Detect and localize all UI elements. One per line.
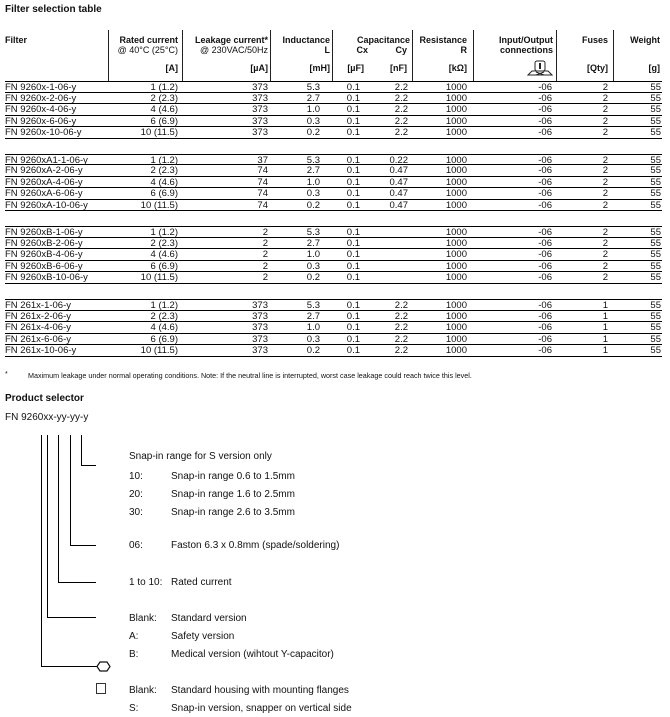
table-row — [5, 226, 662, 238]
cell-fuses: 2 — [602, 176, 608, 188]
selector-key: Blank: — [129, 613, 157, 624]
cell-leakage: 2 — [262, 249, 268, 261]
selector-description: Snap-in range 1.6 to 2.5mm — [171, 489, 295, 500]
header-rated-unit: [A] — [165, 63, 178, 73]
cell-cy: 2.2 — [394, 104, 408, 116]
cell-weight: 55 — [650, 104, 661, 116]
selector-key: 10: — [129, 471, 143, 482]
table-row — [5, 154, 662, 166]
column-divider — [412, 30, 413, 81]
cell-cy: 0.47 — [389, 199, 408, 211]
cell-filter: FN 9260x-6-06-y — [5, 115, 77, 127]
cell-io: -06 — [538, 237, 552, 249]
cell-cy — [372, 227, 408, 238]
cell-rated: 10 (11.5) — [140, 127, 178, 139]
table-row — [5, 261, 662, 273]
cell-rated: 2 (2.3) — [150, 92, 178, 104]
cell-cy: 2.2 — [394, 310, 408, 322]
cell-cx: 0.1 — [346, 92, 360, 104]
cell-cy: 2.2 — [394, 92, 408, 104]
header-cx: Cx — [356, 45, 368, 55]
cell-rated: 10 (11.5) — [140, 345, 178, 357]
cell-io: -06 — [538, 333, 552, 345]
header-fuses-unit: [Qty] — [587, 63, 608, 73]
selector-key: 30: — [129, 507, 143, 518]
header-resistance-unit: [kΩ] — [448, 63, 467, 73]
cell-cx: 0.1 — [346, 237, 360, 249]
cell-leakage: 373 — [252, 333, 268, 345]
column-divider — [332, 30, 333, 81]
cell-resistance: 1000 — [445, 154, 467, 166]
cell-filter: FN 9260x-10-06-y — [5, 127, 82, 139]
header-inductance-unit: [mH] — [309, 63, 330, 73]
cell-cx: 0.1 — [346, 154, 360, 166]
cell-resistance: 1000 — [445, 260, 467, 272]
selector-description: Rated current — [171, 577, 232, 588]
cell-fuses: 2 — [602, 127, 608, 139]
cell-io: -06 — [538, 92, 552, 104]
cell-resistance: 1000 — [445, 199, 467, 211]
cell-leakage: 373 — [252, 300, 268, 311]
cell-filter: FN 9260xB-6-06-y — [5, 260, 83, 272]
cell-fuses: 2 — [602, 272, 608, 284]
selector-key: 06: — [129, 540, 143, 551]
cell-cx: 0.1 — [346, 227, 360, 238]
cell-weight: 55 — [650, 92, 661, 104]
cell-rated: 2 (2.3) — [150, 237, 178, 249]
cell-fuses: 1 — [602, 310, 608, 322]
cell-resistance: 1000 — [445, 176, 467, 188]
cell-cx: 0.1 — [346, 322, 360, 334]
cell-resistance: 1000 — [445, 300, 467, 311]
cell-cx: 0.1 — [346, 260, 360, 272]
selector-title: Product selector — [5, 393, 84, 404]
cell-resistance: 1000 — [445, 104, 467, 116]
cell-resistance: 1000 — [445, 249, 467, 261]
cell-rated: 1 (1.2) — [150, 227, 178, 238]
table-row — [5, 81, 662, 93]
column-divider — [556, 30, 557, 81]
cell-io: -06 — [538, 199, 552, 211]
cell-rated: 2 (2.3) — [150, 310, 178, 322]
cell-io: -06 — [538, 249, 552, 261]
cell-filter: FN 9260xA-6-06-y — [5, 188, 83, 200]
cell-filter: FN 9260xA-2-06-y — [5, 165, 83, 177]
cell-io: -06 — [538, 227, 552, 238]
selector-key: S: — [129, 703, 139, 714]
cell-filter: FN 9260xA1-1-06-y — [5, 154, 88, 166]
cell-io: -06 — [538, 322, 552, 334]
selector-code: FN 9260xx-yy-yy-y — [5, 412, 89, 423]
table-row — [5, 177, 662, 189]
cell-weight: 55 — [650, 272, 661, 284]
selector-key: B: — [129, 649, 139, 660]
selector-key: Blank: — [129, 685, 157, 696]
selector-description: Faston 6.3 x 0.8mm (spade/soldering) — [171, 540, 340, 551]
table-row — [5, 299, 662, 311]
cell-cx: 0.1 — [346, 199, 360, 211]
cell-cx: 0.1 — [346, 127, 360, 139]
cell-io: -06 — [538, 188, 552, 200]
cell-leakage: 74 — [257, 199, 268, 211]
cell-fuses: 2 — [602, 154, 608, 166]
cell-weight: 55 — [650, 154, 661, 166]
header-resistance: Resistance R — [419, 35, 467, 55]
cell-inductance: 2.7 — [306, 165, 320, 177]
footnote-text: Maximum leakage under normal operating conditions. Note: If the neutral line is interrupted, worst case leakage could reach twice this level. — [28, 371, 472, 380]
cell-filter: FN 9260xB-10-06-y — [5, 272, 88, 284]
footnote-mark: * — [5, 371, 8, 378]
cell-resistance: 1000 — [445, 188, 467, 200]
cell-rated: 6 (6.9) — [150, 260, 178, 272]
cell-fuses: 2 — [602, 237, 608, 249]
cell-fuses: 2 — [602, 260, 608, 272]
cell-resistance: 1000 — [445, 127, 467, 139]
cell-io: -06 — [538, 82, 552, 93]
cell-io: -06 — [538, 115, 552, 127]
cell-filter: FN 9260x-4-06-y — [5, 104, 77, 116]
header-cx-unit: [µF] — [347, 63, 364, 73]
cell-io: -06 — [538, 260, 552, 272]
cell-filter: FN 261x-4-06-y — [5, 322, 71, 334]
table-row — [5, 238, 662, 250]
selector-description: Snap-in range 0.6 to 1.5mm — [171, 471, 295, 482]
selector-description: Standard version — [171, 613, 247, 624]
cell-weight: 55 — [650, 345, 661, 357]
cell-rated: 4 (4.6) — [150, 176, 178, 188]
cell-inductance: 0.2 — [306, 345, 320, 357]
cell-leakage: 373 — [252, 92, 268, 104]
header-cy: Cy — [395, 45, 407, 55]
cell-fuses: 2 — [602, 249, 608, 261]
cell-leakage: 74 — [257, 165, 268, 177]
housing-flange-icon — [96, 660, 111, 673]
cell-cy: 0.47 — [389, 165, 408, 177]
cell-io: -06 — [538, 272, 552, 284]
cell-resistance: 1000 — [445, 322, 467, 334]
cell-cy: 0.47 — [389, 188, 408, 200]
cell-leakage: 74 — [257, 188, 268, 200]
cell-cy: 2.2 — [394, 300, 408, 311]
cell-rated: 10 (11.5) — [140, 272, 178, 284]
cell-cx: 0.1 — [346, 249, 360, 261]
cell-resistance: 1000 — [445, 92, 467, 104]
cell-leakage: 373 — [252, 322, 268, 334]
cell-inductance: 0.3 — [306, 260, 320, 272]
cell-filter: FN 9260xB-1-06-y — [5, 227, 83, 238]
cell-weight: 55 — [650, 165, 661, 177]
header-weight-unit: [g] — [648, 63, 660, 73]
cell-fuses: 1 — [602, 322, 608, 334]
cell-fuses: 1 — [602, 300, 608, 311]
cell-inductance: 1.0 — [306, 249, 320, 261]
cell-cy: 0.47 — [389, 176, 408, 188]
cell-leakage: 2 — [262, 227, 268, 238]
column-divider — [473, 30, 474, 81]
header-cy-unit: [nF] — [390, 63, 407, 73]
cell-inductance: 2.7 — [306, 310, 320, 322]
cell-weight: 55 — [650, 300, 661, 311]
header-io: Input/Output connections — [499, 35, 553, 55]
cell-weight: 55 — [650, 127, 661, 139]
cell-weight: 55 — [650, 115, 661, 127]
selector-key: 20: — [129, 489, 143, 500]
cell-rated: 6 (6.9) — [150, 188, 178, 200]
cell-cy: 2.2 — [394, 127, 408, 139]
cell-inductance: 0.2 — [306, 199, 320, 211]
cell-resistance: 1000 — [445, 310, 467, 322]
cell-weight: 55 — [650, 82, 661, 93]
cell-fuses: 2 — [602, 188, 608, 200]
cell-cx: 0.1 — [346, 104, 360, 116]
cell-weight: 55 — [650, 310, 661, 322]
cell-inductance: 5.3 — [306, 82, 320, 93]
cell-leakage: 373 — [252, 104, 268, 116]
cell-cx: 0.1 — [346, 272, 360, 284]
cell-inductance: 0.2 — [306, 272, 320, 284]
cell-io: -06 — [538, 345, 552, 357]
cell-leakage: 373 — [252, 310, 268, 322]
cell-filter: FN 9260xA-4-06-y — [5, 176, 83, 188]
cell-rated: 2 (2.3) — [150, 165, 178, 177]
cell-filter: FN 9260x-2-06-y — [5, 92, 77, 104]
table-row — [5, 334, 662, 346]
cell-io: -06 — [538, 310, 552, 322]
cell-resistance: 1000 — [445, 82, 467, 93]
cell-inductance: 5.3 — [306, 300, 320, 311]
column-divider — [613, 30, 614, 81]
page-title: Filter selection table — [5, 4, 102, 15]
cell-leakage: 373 — [252, 345, 268, 357]
cell-weight: 55 — [650, 176, 661, 188]
table-row — [5, 104, 662, 116]
cell-inductance: 0.3 — [306, 333, 320, 345]
cell-inductance: 0.2 — [306, 127, 320, 139]
cell-fuses: 2 — [602, 199, 608, 211]
cell-rated: 4 (4.6) — [150, 104, 178, 116]
cell-inductance: 5.3 — [306, 227, 320, 238]
cell-cy — [372, 261, 408, 272]
cell-rated: 1 (1.2) — [150, 154, 178, 166]
cell-filter: FN 9260xA-10-06-y — [5, 199, 88, 211]
table-row — [5, 272, 662, 284]
cell-weight: 55 — [650, 260, 661, 272]
cell-resistance: 1000 — [445, 272, 467, 284]
selector-key: 1 to 10: — [129, 577, 163, 588]
cell-cy: 2.2 — [394, 322, 408, 334]
selector-description: Standard housing with mounting flanges — [171, 685, 349, 696]
cell-cx: 0.1 — [346, 333, 360, 345]
cell-cx: 0.1 — [346, 188, 360, 200]
table-row — [5, 322, 662, 334]
header-leakage-unit: [µA] — [250, 63, 268, 73]
header-weight: Weight — [630, 35, 660, 45]
table-row — [5, 345, 662, 357]
selector-description: Safety version — [171, 631, 235, 642]
table-row — [5, 116, 662, 128]
selector-key: A: — [129, 631, 139, 642]
cell-rated: 6 (6.9) — [150, 115, 178, 127]
cell-leakage: 373 — [252, 82, 268, 93]
cell-resistance: 1000 — [445, 115, 467, 127]
cell-weight: 55 — [650, 237, 661, 249]
cell-fuses: 1 — [602, 345, 608, 357]
header-rated: Rated current @ 40°C (25°C) — [117, 35, 178, 55]
cell-fuses: 2 — [602, 104, 608, 116]
cell-filter: FN 261x-6-06-y — [5, 333, 71, 345]
table-row — [5, 188, 662, 200]
cell-filter: FN 261x-1-06-y — [5, 300, 71, 311]
cell-cx: 0.1 — [346, 300, 360, 311]
header-inductance: Inductance L — [282, 35, 330, 55]
cell-fuses: 2 — [602, 227, 608, 238]
cell-resistance: 1000 — [445, 227, 467, 238]
cell-weight: 55 — [650, 227, 661, 238]
cell-io: -06 — [538, 300, 552, 311]
table-row — [5, 249, 662, 261]
table-row — [5, 200, 662, 212]
cell-fuses: 2 — [602, 82, 608, 93]
cell-rated: 4 (4.6) — [150, 322, 178, 334]
cell-io: -06 — [538, 176, 552, 188]
cell-inductance: 2.7 — [306, 92, 320, 104]
housing-square-icon — [96, 683, 106, 694]
cell-leakage: 373 — [252, 115, 268, 127]
cell-cx: 0.1 — [346, 165, 360, 177]
cell-resistance: 1000 — [445, 165, 467, 177]
cell-fuses: 2 — [602, 92, 608, 104]
cell-filter: FN 261x-10-06-y — [5, 345, 77, 357]
cell-rated: 1 (1.2) — [150, 82, 178, 93]
cell-leakage: 74 — [257, 176, 268, 188]
cell-inductance: 1.0 — [306, 176, 320, 188]
cell-inductance: 5.3 — [306, 154, 320, 166]
cell-cy: 2.2 — [394, 333, 408, 345]
header-fuses: Fuses — [581, 35, 608, 45]
cell-inductance: 1.0 — [306, 104, 320, 116]
cell-cy — [372, 249, 408, 260]
cell-fuses: 1 — [602, 333, 608, 345]
cell-resistance: 1000 — [445, 345, 467, 357]
column-divider — [182, 30, 183, 81]
cell-weight: 55 — [650, 333, 661, 345]
cell-rated: 1 (1.2) — [150, 300, 178, 311]
cell-inductance: 2.7 — [306, 237, 320, 249]
column-divider — [108, 30, 109, 81]
cell-io: -06 — [538, 127, 552, 139]
table-row — [5, 311, 662, 323]
cell-filter: FN 9260x-1-06-y — [5, 82, 77, 93]
cell-filter: FN 9260xB-2-06-y — [5, 237, 83, 249]
cell-cx: 0.1 — [346, 176, 360, 188]
selector-description: Medical version (wihtout Y-capacitor) — [171, 649, 334, 660]
cell-cx: 0.1 — [346, 115, 360, 127]
cell-fuses: 2 — [602, 165, 608, 177]
cell-inductance: 0.3 — [306, 115, 320, 127]
cell-resistance: 1000 — [445, 237, 467, 249]
table-row — [5, 93, 662, 105]
cell-resistance: 1000 — [445, 333, 467, 345]
cell-rated: 4 (4.6) — [150, 249, 178, 261]
cell-io: -06 — [538, 165, 552, 177]
cell-inductance: 1.0 — [306, 322, 320, 334]
cell-weight: 55 — [650, 199, 661, 211]
cell-filter: FN 261x-2-06-y — [5, 310, 71, 322]
table-row — [5, 165, 662, 177]
cell-cy: 2.2 — [394, 115, 408, 127]
selector-description: Snap-in version, snapper on vertical side — [171, 703, 352, 714]
cell-weight: 55 — [650, 249, 661, 261]
cell-leakage: 37 — [257, 154, 268, 166]
cell-leakage: 2 — [262, 260, 268, 272]
cell-cy: 0.22 — [389, 154, 408, 166]
cell-filter: FN 9260xB-4-06-y — [5, 249, 83, 261]
header-filter: Filter — [5, 35, 28, 45]
snap-heading: Snap-in range for S version only — [129, 451, 272, 462]
cell-cy — [372, 272, 408, 283]
cell-cx: 0.1 — [346, 82, 360, 93]
cell-cy: 2.2 — [394, 345, 408, 357]
cell-io: -06 — [538, 154, 552, 166]
cell-io: -06 — [538, 104, 552, 116]
cell-weight: 55 — [650, 322, 661, 334]
cell-fuses: 2 — [602, 115, 608, 127]
cell-inductance: 0.3 — [306, 188, 320, 200]
cell-rated: 6 (6.9) — [150, 333, 178, 345]
header-capacitance: Capacitance — [356, 35, 410, 45]
table-row — [5, 127, 662, 139]
cell-cx: 0.1 — [346, 310, 360, 322]
cell-cx: 0.1 — [346, 345, 360, 357]
cell-leakage: 373 — [252, 127, 268, 139]
cell-cy: 2.2 — [394, 82, 408, 93]
header-leakage: Leakage current* @ 230VAC/50Hz — [194, 35, 268, 55]
selector-description: Snap-in range 2.6 to 3.5mm — [171, 507, 295, 518]
column-divider — [270, 30, 271, 81]
cell-leakage: 2 — [262, 237, 268, 249]
cell-leakage: 2 — [262, 272, 268, 284]
cell-cy — [372, 238, 408, 249]
cell-rated: 10 (11.5) — [140, 199, 178, 211]
faston-connector-icon — [527, 60, 553, 76]
cell-weight: 55 — [650, 188, 661, 200]
